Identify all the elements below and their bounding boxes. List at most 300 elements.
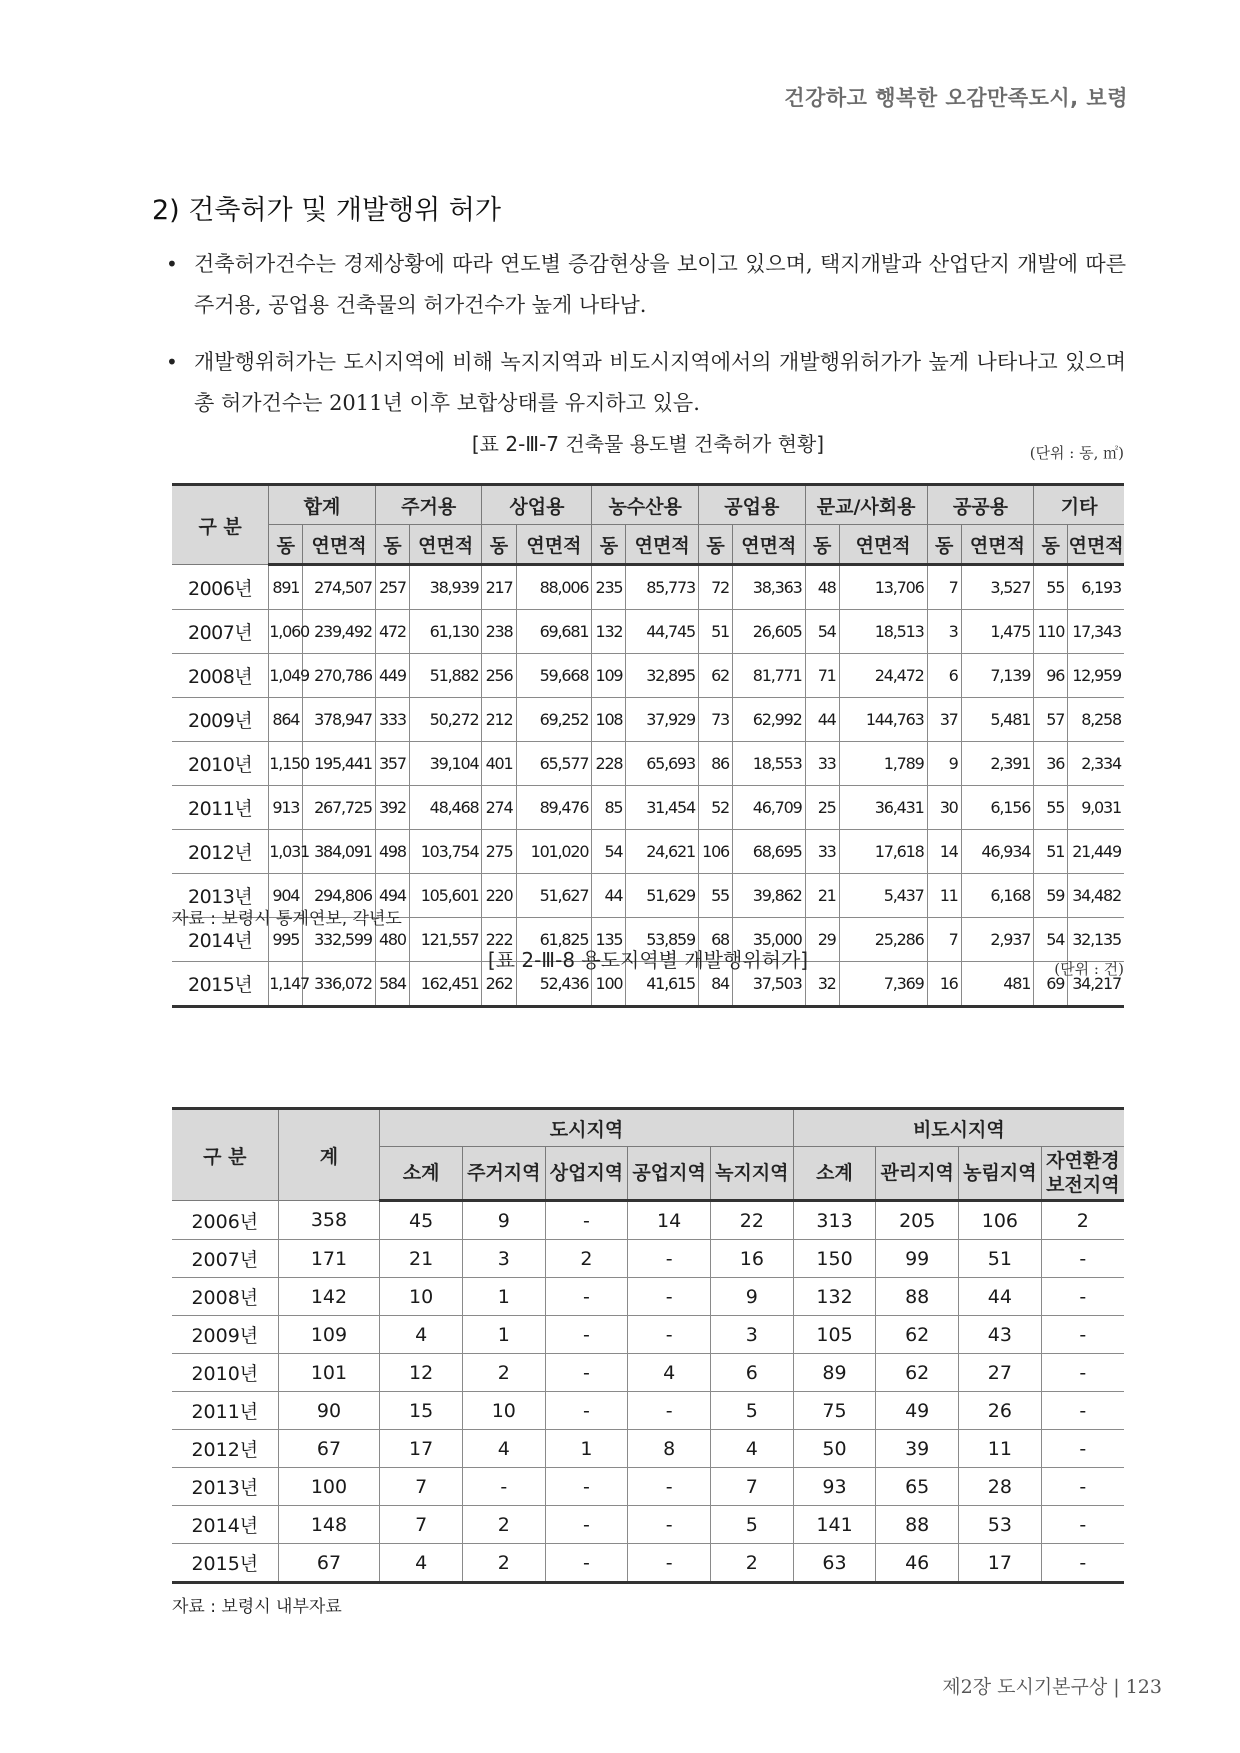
value-cell: 101 bbox=[278, 1354, 380, 1392]
value-cell: - bbox=[628, 1392, 711, 1430]
value-cell: 51,629 bbox=[626, 874, 699, 918]
value-cell: 357 bbox=[375, 742, 409, 786]
value-cell: 7,139 bbox=[961, 654, 1034, 698]
table1-group-header: 공업용 bbox=[698, 485, 805, 525]
value-cell: 9 bbox=[462, 1201, 545, 1240]
value-cell: 21 bbox=[805, 874, 839, 918]
value-cell: 62 bbox=[876, 1316, 959, 1354]
value-cell: 4 bbox=[380, 1544, 463, 1583]
value-cell: 45 bbox=[380, 1201, 463, 1240]
year-cell: 2012년 bbox=[172, 830, 269, 874]
value-cell: 358 bbox=[278, 1201, 380, 1240]
table1-group-header: 상업용 bbox=[482, 485, 592, 525]
value-cell: 61,825 bbox=[516, 918, 592, 962]
value-cell: 65,693 bbox=[626, 742, 699, 786]
value-cell: 75 bbox=[793, 1392, 876, 1430]
value-cell: 71 bbox=[805, 654, 839, 698]
year-cell: 2013년 bbox=[172, 1468, 278, 1506]
value-cell: 212 bbox=[482, 698, 516, 742]
value-cell: 34,482 bbox=[1068, 874, 1124, 918]
value-cell: 81,771 bbox=[733, 654, 806, 698]
year-cell: 2015년 bbox=[172, 1544, 278, 1583]
value-cell: - bbox=[545, 1468, 628, 1506]
section-title: 2) 건축허가 및 개발행위 허가 bbox=[152, 195, 501, 226]
table-row bbox=[172, 1544, 1124, 1583]
value-cell: 14 bbox=[927, 830, 961, 874]
value-cell: - bbox=[1041, 1392, 1124, 1430]
table1-group-header: 공공용 bbox=[927, 485, 1034, 525]
table2-sub-header: 소계 bbox=[793, 1147, 876, 1201]
value-cell: 275 bbox=[482, 830, 516, 874]
value-cell: 55 bbox=[1034, 565, 1068, 610]
value-cell: 498 bbox=[375, 830, 409, 874]
table-row bbox=[172, 1392, 1124, 1430]
value-cell: 17,343 bbox=[1068, 610, 1124, 654]
value-cell: 132 bbox=[592, 610, 626, 654]
value-cell: - bbox=[1041, 1468, 1124, 1506]
table1-sub-header: 연면적 bbox=[1068, 525, 1124, 565]
value-cell: 294,806 bbox=[303, 874, 376, 918]
value-cell: 584 bbox=[375, 962, 409, 1007]
value-cell: 109 bbox=[278, 1316, 380, 1354]
value-cell: 274,507 bbox=[303, 565, 376, 610]
value-cell: 44 bbox=[592, 874, 626, 918]
value-cell: 84 bbox=[698, 962, 732, 1007]
value-cell: 12,959 bbox=[1068, 654, 1124, 698]
value-cell: 26 bbox=[959, 1392, 1042, 1430]
value-cell: 239,492 bbox=[303, 610, 376, 654]
value-cell: 50,272 bbox=[409, 698, 482, 742]
value-cell: 59 bbox=[1034, 874, 1068, 918]
value-cell: 99 bbox=[876, 1240, 959, 1278]
year-cell: 2014년 bbox=[172, 918, 269, 962]
value-cell: 50 bbox=[793, 1430, 876, 1468]
value-cell: - bbox=[1041, 1506, 1124, 1544]
table-row bbox=[172, 786, 1124, 830]
table1-sub-header: 동 bbox=[375, 525, 409, 565]
value-cell: 9 bbox=[710, 1278, 793, 1316]
value-cell: 51 bbox=[1034, 830, 1068, 874]
value-cell: 1 bbox=[545, 1430, 628, 1468]
value-cell: 162,451 bbox=[409, 962, 482, 1007]
value-cell: 17 bbox=[959, 1544, 1042, 1583]
year-cell: 2006년 bbox=[172, 565, 269, 610]
value-cell: 135 bbox=[592, 918, 626, 962]
table2-source: 자료 : 보령시 내부자료 bbox=[172, 1597, 342, 1617]
year-cell: 2008년 bbox=[172, 654, 269, 698]
value-cell: 39 bbox=[876, 1430, 959, 1468]
value-cell: 3 bbox=[462, 1240, 545, 1278]
value-cell: 28 bbox=[959, 1468, 1042, 1506]
value-cell: 32,135 bbox=[1068, 918, 1124, 962]
value-cell: 88 bbox=[876, 1506, 959, 1544]
value-cell: 55 bbox=[698, 874, 732, 918]
year-cell: 2006년 bbox=[172, 1201, 278, 1240]
value-cell: 93 bbox=[793, 1468, 876, 1506]
table-row bbox=[172, 698, 1124, 742]
value-cell: 195,441 bbox=[303, 742, 376, 786]
value-cell: 22 bbox=[710, 1201, 793, 1240]
table2-caption-row bbox=[172, 944, 1124, 984]
table2-urban-header: 도시지역 bbox=[380, 1109, 793, 1147]
value-cell: 65,577 bbox=[516, 742, 592, 786]
value-cell: 88,006 bbox=[516, 565, 592, 610]
value-cell: 26,605 bbox=[733, 610, 806, 654]
table1-sub-header: 동 bbox=[592, 525, 626, 565]
value-cell: 44,745 bbox=[626, 610, 699, 654]
value-cell: - bbox=[628, 1316, 711, 1354]
table1-group-header: 농수산용 bbox=[592, 485, 699, 525]
value-cell: 11 bbox=[927, 874, 961, 918]
year-cell: 2015년 bbox=[172, 962, 269, 1007]
table2-sub-header: 주거지역 bbox=[462, 1147, 545, 1201]
value-cell: - bbox=[545, 1201, 628, 1240]
value-cell: 46,709 bbox=[733, 786, 806, 830]
value-cell: 1,150 bbox=[269, 742, 303, 786]
value-cell: - bbox=[545, 1316, 628, 1354]
table1-sub-header: 동 bbox=[927, 525, 961, 565]
table2-sub-header: 녹지지역 bbox=[710, 1147, 793, 1201]
value-cell: 68 bbox=[698, 918, 732, 962]
value-cell: 401 bbox=[482, 742, 516, 786]
value-cell: 44 bbox=[959, 1278, 1042, 1316]
value-cell: 11 bbox=[959, 1430, 1042, 1468]
table-row bbox=[172, 742, 1124, 786]
value-cell: 4 bbox=[462, 1430, 545, 1468]
table2-caption: [표 2-Ⅲ-8 용도지역별 개발행위허가] bbox=[487, 948, 809, 972]
value-cell: - bbox=[545, 1278, 628, 1316]
value-cell: 17 bbox=[380, 1430, 463, 1468]
value-cell: 62 bbox=[876, 1354, 959, 1392]
value-cell: 217 bbox=[482, 565, 516, 610]
value-cell: 2 bbox=[710, 1544, 793, 1583]
value-cell: 36 bbox=[1034, 742, 1068, 786]
table1-sub-header: 동 bbox=[1034, 525, 1068, 565]
value-cell: 31,454 bbox=[626, 786, 699, 830]
table-row bbox=[172, 654, 1124, 698]
value-cell: 10 bbox=[462, 1392, 545, 1430]
value-cell: 7 bbox=[927, 565, 961, 610]
value-cell: 392 bbox=[375, 786, 409, 830]
value-cell: 7 bbox=[927, 918, 961, 962]
value-cell: 33 bbox=[805, 830, 839, 874]
table1-sub-header: 연면적 bbox=[409, 525, 482, 565]
value-cell: 274 bbox=[482, 786, 516, 830]
value-cell: 72 bbox=[698, 565, 732, 610]
table1-unit: (단위 : 동, ㎡) bbox=[1029, 444, 1124, 462]
value-cell: 100 bbox=[278, 1468, 380, 1506]
table2-unit: (단위 : 건) bbox=[1054, 960, 1124, 978]
value-cell: 21,449 bbox=[1068, 830, 1124, 874]
year-cell: 2008년 bbox=[172, 1278, 278, 1316]
value-cell: - bbox=[628, 1240, 711, 1278]
value-cell: 4 bbox=[380, 1316, 463, 1354]
value-cell: 48 bbox=[805, 565, 839, 610]
value-cell: 89 bbox=[793, 1354, 876, 1392]
table2-sub-header: 관리지역 bbox=[876, 1147, 959, 1201]
value-cell: 85 bbox=[592, 786, 626, 830]
value-cell: 16 bbox=[710, 1240, 793, 1278]
value-cell: 25,286 bbox=[839, 918, 927, 962]
table-row bbox=[172, 1201, 1124, 1240]
value-cell: 891 bbox=[269, 565, 303, 610]
value-cell: 2,334 bbox=[1068, 742, 1124, 786]
value-cell: 995 bbox=[269, 918, 303, 962]
value-cell: 62,992 bbox=[733, 698, 806, 742]
value-cell: 17,618 bbox=[839, 830, 927, 874]
year-cell: 2010년 bbox=[172, 742, 269, 786]
value-cell: 69,252 bbox=[516, 698, 592, 742]
table-row bbox=[172, 1240, 1124, 1278]
value-cell: 2 bbox=[462, 1544, 545, 1583]
year-cell: 2010년 bbox=[172, 1354, 278, 1392]
year-cell: 2012년 bbox=[172, 1430, 278, 1468]
value-cell: 332,599 bbox=[303, 918, 376, 962]
year-cell: 2009년 bbox=[172, 1316, 278, 1354]
value-cell: 18,553 bbox=[733, 742, 806, 786]
value-cell: 103,754 bbox=[409, 830, 482, 874]
table1-group-header: 주거용 bbox=[375, 485, 482, 525]
value-cell: 39,104 bbox=[409, 742, 482, 786]
value-cell: 238 bbox=[482, 610, 516, 654]
value-cell: 270,786 bbox=[303, 654, 376, 698]
value-cell: 472 bbox=[375, 610, 409, 654]
value-cell: 5,437 bbox=[839, 874, 927, 918]
value-cell: 85,773 bbox=[626, 565, 699, 610]
value-cell: 51,627 bbox=[516, 874, 592, 918]
table1-sub-header: 연면적 bbox=[516, 525, 592, 565]
value-cell: - bbox=[545, 1506, 628, 1544]
value-cell: 121,557 bbox=[409, 918, 482, 962]
value-cell: 89,476 bbox=[516, 786, 592, 830]
value-cell: - bbox=[628, 1468, 711, 1506]
year-cell: 2013년 bbox=[172, 874, 269, 918]
value-cell: 904 bbox=[269, 874, 303, 918]
value-cell: 150 bbox=[793, 1240, 876, 1278]
value-cell: 5 bbox=[710, 1392, 793, 1430]
value-cell: 18,513 bbox=[839, 610, 927, 654]
value-cell: 39,862 bbox=[733, 874, 806, 918]
value-cell: 24,621 bbox=[626, 830, 699, 874]
year-cell: 2014년 bbox=[172, 1506, 278, 1544]
value-cell: 14 bbox=[628, 1201, 711, 1240]
value-cell: 333 bbox=[375, 698, 409, 742]
value-cell: 37,503 bbox=[733, 962, 806, 1007]
value-cell: 48,468 bbox=[409, 786, 482, 830]
value-cell: 132 bbox=[793, 1278, 876, 1316]
bullet-item: • 건축허가건수는 경제상황에 따라 연도별 증감현상을 보이고 있으며, 택지개발과 산업단지 개발에 따른 주거용, 공업용 건축물의 허가건수가 높게 나타남. bbox=[164, 244, 1126, 326]
value-cell: 110 bbox=[1034, 610, 1068, 654]
value-cell: 100 bbox=[592, 962, 626, 1007]
value-cell: 32 bbox=[805, 962, 839, 1007]
value-cell: 1,049 bbox=[269, 654, 303, 698]
value-cell: 144,763 bbox=[839, 698, 927, 742]
value-cell: 8,258 bbox=[1068, 698, 1124, 742]
table2-sub-header: 소계 bbox=[380, 1147, 463, 1201]
value-cell: 1,031 bbox=[269, 830, 303, 874]
table-row bbox=[172, 610, 1124, 654]
table-row bbox=[172, 1316, 1124, 1354]
year-cell: 2009년 bbox=[172, 698, 269, 742]
table2-sub-header: 상업지역 bbox=[545, 1147, 628, 1201]
value-cell: 67 bbox=[278, 1430, 380, 1468]
value-cell: 141 bbox=[793, 1506, 876, 1544]
value-cell: 109 bbox=[592, 654, 626, 698]
value-cell: 3 bbox=[927, 610, 961, 654]
value-cell: 3,527 bbox=[961, 565, 1034, 610]
value-cell: 41,615 bbox=[626, 962, 699, 1007]
value-cell: 378,947 bbox=[303, 698, 376, 742]
value-cell: 15 bbox=[380, 1392, 463, 1430]
value-cell: 46,934 bbox=[961, 830, 1034, 874]
table2-sub-header: 공업지역 bbox=[628, 1147, 711, 1201]
value-cell: - bbox=[1041, 1354, 1124, 1392]
table2-sub-header: 자연환경 보전지역 bbox=[1041, 1147, 1124, 1201]
value-cell: - bbox=[628, 1278, 711, 1316]
table1-corner-header: 구 분 bbox=[172, 485, 269, 565]
value-cell: 9,031 bbox=[1068, 786, 1124, 830]
table1-sub-header: 동 bbox=[698, 525, 732, 565]
table-row bbox=[172, 1354, 1124, 1392]
table1-sub-header: 연면적 bbox=[626, 525, 699, 565]
value-cell: 1,147 bbox=[269, 962, 303, 1007]
table-row bbox=[172, 1506, 1124, 1544]
value-cell: 51 bbox=[698, 610, 732, 654]
table1-group-header: 기타 bbox=[1034, 485, 1124, 525]
table1-sub-header: 연면적 bbox=[961, 525, 1034, 565]
value-cell: - bbox=[545, 1392, 628, 1430]
value-cell: 4 bbox=[628, 1354, 711, 1392]
value-cell: 7 bbox=[380, 1506, 463, 1544]
value-cell: 55 bbox=[1034, 786, 1068, 830]
value-cell: 6,193 bbox=[1068, 565, 1124, 610]
value-cell: 1 bbox=[462, 1278, 545, 1316]
value-cell: 86 bbox=[698, 742, 732, 786]
value-cell: 21 bbox=[380, 1240, 463, 1278]
value-cell: 53,859 bbox=[626, 918, 699, 962]
value-cell: 68,695 bbox=[733, 830, 806, 874]
value-cell: 205 bbox=[876, 1201, 959, 1240]
value-cell: 864 bbox=[269, 698, 303, 742]
value-cell: 220 bbox=[482, 874, 516, 918]
table1-caption: [표 2-Ⅲ-7 건축물 용도별 건축허가 현황] bbox=[471, 432, 825, 456]
table1-sub-header: 동 bbox=[805, 525, 839, 565]
value-cell: 65 bbox=[876, 1468, 959, 1506]
value-cell: 3 bbox=[710, 1316, 793, 1354]
value-cell: 257 bbox=[375, 565, 409, 610]
value-cell: 5 bbox=[710, 1506, 793, 1544]
table-row bbox=[172, 1468, 1124, 1506]
value-cell: 6,156 bbox=[961, 786, 1034, 830]
value-cell: 27 bbox=[959, 1354, 1042, 1392]
value-cell: 88 bbox=[876, 1278, 959, 1316]
value-cell: 449 bbox=[375, 654, 409, 698]
value-cell: 222 bbox=[482, 918, 516, 962]
year-cell: 2007년 bbox=[172, 610, 269, 654]
value-cell: 16 bbox=[927, 962, 961, 1007]
value-cell: 73 bbox=[698, 698, 732, 742]
table1-sub-header: 동 bbox=[269, 525, 303, 565]
value-cell: 52,436 bbox=[516, 962, 592, 1007]
value-cell: 2 bbox=[1041, 1201, 1124, 1240]
value-cell: 37 bbox=[927, 698, 961, 742]
value-cell: 256 bbox=[482, 654, 516, 698]
value-cell: 7,369 bbox=[839, 962, 927, 1007]
value-cell: - bbox=[628, 1544, 711, 1583]
value-cell: 38,939 bbox=[409, 565, 482, 610]
value-cell: 25 bbox=[805, 786, 839, 830]
value-cell: 49 bbox=[876, 1392, 959, 1430]
value-cell: 2,391 bbox=[961, 742, 1034, 786]
year-cell: 2011년 bbox=[172, 786, 269, 830]
value-cell: 51,882 bbox=[409, 654, 482, 698]
value-cell: 481 bbox=[961, 962, 1034, 1007]
value-cell: - bbox=[462, 1468, 545, 1506]
value-cell: - bbox=[1041, 1240, 1124, 1278]
value-cell: - bbox=[628, 1506, 711, 1544]
value-cell: 43 bbox=[959, 1316, 1042, 1354]
value-cell: 6 bbox=[710, 1354, 793, 1392]
value-cell: 5,481 bbox=[961, 698, 1034, 742]
table-row bbox=[172, 1430, 1124, 1468]
value-cell: 1 bbox=[462, 1316, 545, 1354]
value-cell: 51 bbox=[959, 1240, 1042, 1278]
building-permit-table bbox=[172, 483, 1124, 1008]
value-cell: 228 bbox=[592, 742, 626, 786]
value-cell: 235 bbox=[592, 565, 626, 610]
value-cell: 57 bbox=[1034, 698, 1068, 742]
table1-sub-header: 연면적 bbox=[303, 525, 376, 565]
value-cell: 33 bbox=[805, 742, 839, 786]
value-cell: 30 bbox=[927, 786, 961, 830]
year-cell: 2007년 bbox=[172, 1240, 278, 1278]
value-cell: 105 bbox=[793, 1316, 876, 1354]
table-row bbox=[172, 830, 1124, 874]
table1-group-header: 합계 bbox=[269, 485, 376, 525]
value-cell: - bbox=[545, 1544, 628, 1583]
year-cell: 2011년 bbox=[172, 1392, 278, 1430]
value-cell: 59,668 bbox=[516, 654, 592, 698]
value-cell: 6 bbox=[927, 654, 961, 698]
page-footer: 제2장 도시기본구상 | 123 bbox=[942, 1676, 1162, 1698]
value-cell: 29 bbox=[805, 918, 839, 962]
table1-sub-header: 동 bbox=[482, 525, 516, 565]
value-cell: 53 bbox=[959, 1506, 1042, 1544]
value-cell: 24,472 bbox=[839, 654, 927, 698]
value-cell: 54 bbox=[592, 830, 626, 874]
value-cell: 46 bbox=[876, 1544, 959, 1583]
value-cell: 108 bbox=[592, 698, 626, 742]
value-cell: 913 bbox=[269, 786, 303, 830]
value-cell: 96 bbox=[1034, 654, 1068, 698]
value-cell: 63 bbox=[793, 1544, 876, 1583]
value-cell: 13,706 bbox=[839, 565, 927, 610]
value-cell: 54 bbox=[1034, 918, 1068, 962]
value-cell: 44 bbox=[805, 698, 839, 742]
value-cell: 2 bbox=[462, 1506, 545, 1544]
value-cell: 105,601 bbox=[409, 874, 482, 918]
value-cell: 37,929 bbox=[626, 698, 699, 742]
value-cell: 6,168 bbox=[961, 874, 1034, 918]
value-cell: 10 bbox=[380, 1278, 463, 1316]
value-cell: 262 bbox=[482, 962, 516, 1007]
value-cell: 101,020 bbox=[516, 830, 592, 874]
value-cell: 4 bbox=[710, 1430, 793, 1468]
value-cell: 2,937 bbox=[961, 918, 1034, 962]
table2-corner-header: 구 분 bbox=[172, 1109, 278, 1201]
value-cell: 7 bbox=[380, 1468, 463, 1506]
value-cell: 2 bbox=[545, 1240, 628, 1278]
